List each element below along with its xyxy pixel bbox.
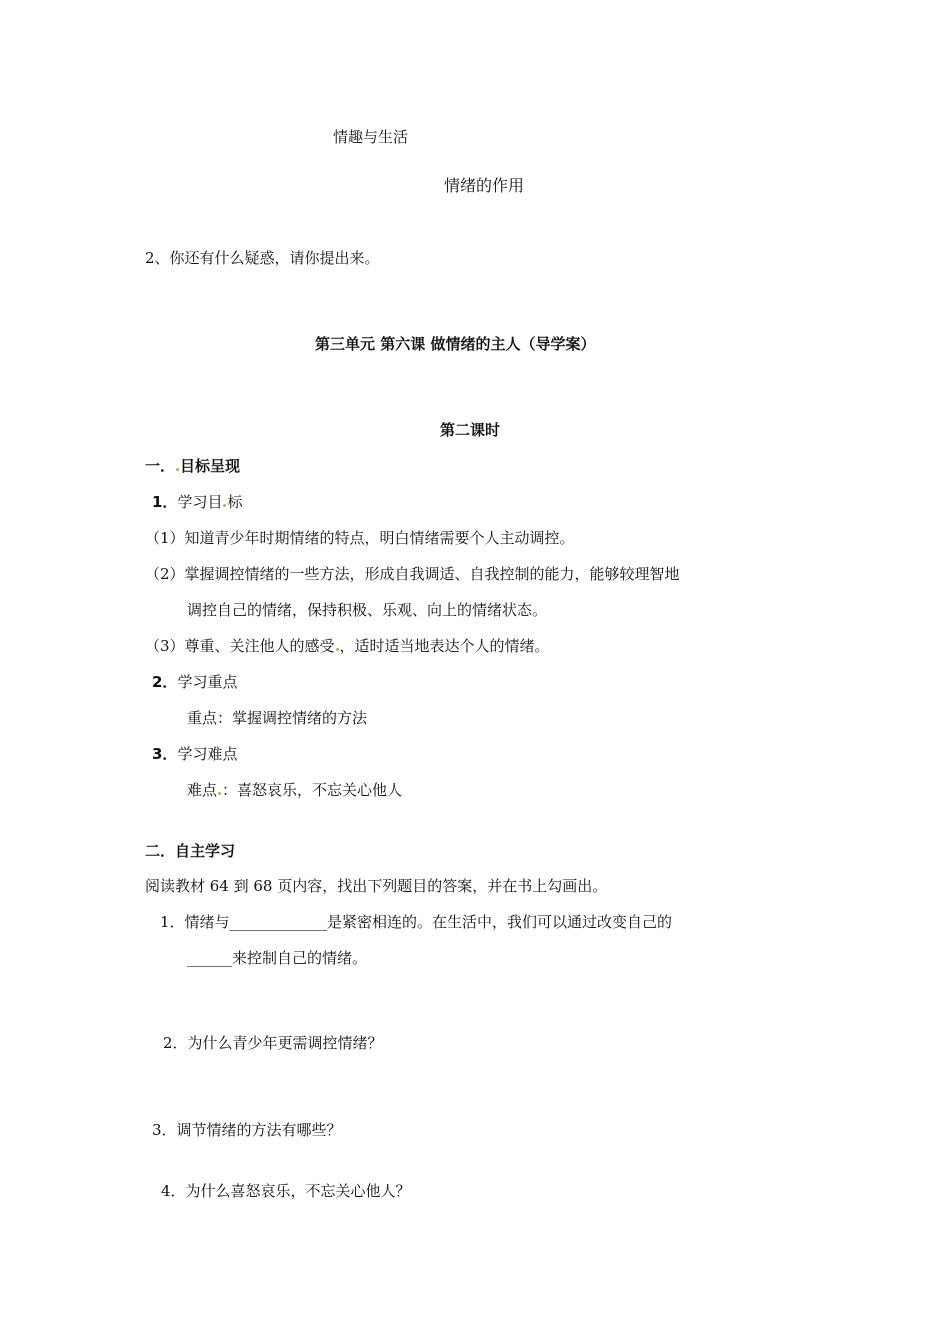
key-heading-num: 2． xyxy=(152,673,178,691)
lesson-session: 第二课时 xyxy=(440,421,501,439)
goal-1: （1）知道青少年时期情绪的特点，明白情绪需要个人主动调控。 xyxy=(145,529,575,547)
goal-2-line-1: （2）掌握调控情绪的一些方法，形成自我调适、自我控制的能力，能够较理智地 xyxy=(145,565,680,583)
edit-mark-icon xyxy=(336,648,339,651)
section1-heading-prefix: 一． xyxy=(145,457,176,475)
edit-mark-icon xyxy=(176,468,179,471)
section1-heading xyxy=(145,456,240,476)
key-heading-text: 学习重点 xyxy=(177,673,238,691)
question-1-line-2: ______来控制自己的情绪。 xyxy=(187,949,368,967)
key-point: 重点：掌握调控情绪的方法 xyxy=(187,709,368,727)
goal-heading-text-a: 学习目 xyxy=(177,493,223,511)
goal-2-line-2: 调控自己的情绪，保持积极、乐观、向上的情绪状态。 xyxy=(187,601,548,619)
section2-instruction: 阅读教材 64 到 68 页内容，找出下列题目的答案，并在书上勾画出。 xyxy=(145,877,608,895)
header-subtitle: 情趣与生活 xyxy=(333,128,409,146)
difficult-point-text-a: 难点 xyxy=(187,781,218,799)
lesson-heading: 第三单元 第六课 做情绪的主人（导学案） xyxy=(315,335,596,353)
question-1-line-1: 1．情绪与_____________是紧密相连的。在生活中，我们可以通过改变自己的 xyxy=(160,913,673,931)
edit-mark-icon xyxy=(223,504,226,507)
difficult-heading-num: 3． xyxy=(152,745,178,763)
difficult-heading-text: 学习难点 xyxy=(177,745,238,763)
question-2: 2．为什么青少年更需调控情绪？ xyxy=(163,1034,383,1052)
section2-heading: 二．自主学习 xyxy=(145,842,236,860)
difficult-heading xyxy=(152,744,237,764)
goal-heading xyxy=(152,492,242,512)
question-4: 4．为什么喜怒哀乐，不忘关心他人？ xyxy=(161,1182,411,1200)
goal-heading-num: 1． xyxy=(152,493,178,511)
page-title: 情绪的作用 xyxy=(444,176,525,195)
goal-3 xyxy=(145,636,550,656)
goal-heading-text-b: 标 xyxy=(227,493,243,511)
key-heading xyxy=(152,672,237,692)
goal-3-text-b: ，适时适当地表达个人的情绪。 xyxy=(339,637,550,655)
question-3: 3．调节情绪的方法有哪些？ xyxy=(152,1121,342,1139)
difficult-point-text-b: ：喜怒哀乐，不忘关心他人 xyxy=(222,781,403,799)
edit-mark-icon xyxy=(218,792,221,795)
intro-question: 2、你还有什么疑惑，请你提出来。 xyxy=(145,249,380,267)
goal-3-text-a: （3）尊重、关注他人的感受 xyxy=(145,637,335,655)
section1-heading-text: 目标呈现 xyxy=(180,457,241,475)
difficult-point xyxy=(187,780,402,800)
